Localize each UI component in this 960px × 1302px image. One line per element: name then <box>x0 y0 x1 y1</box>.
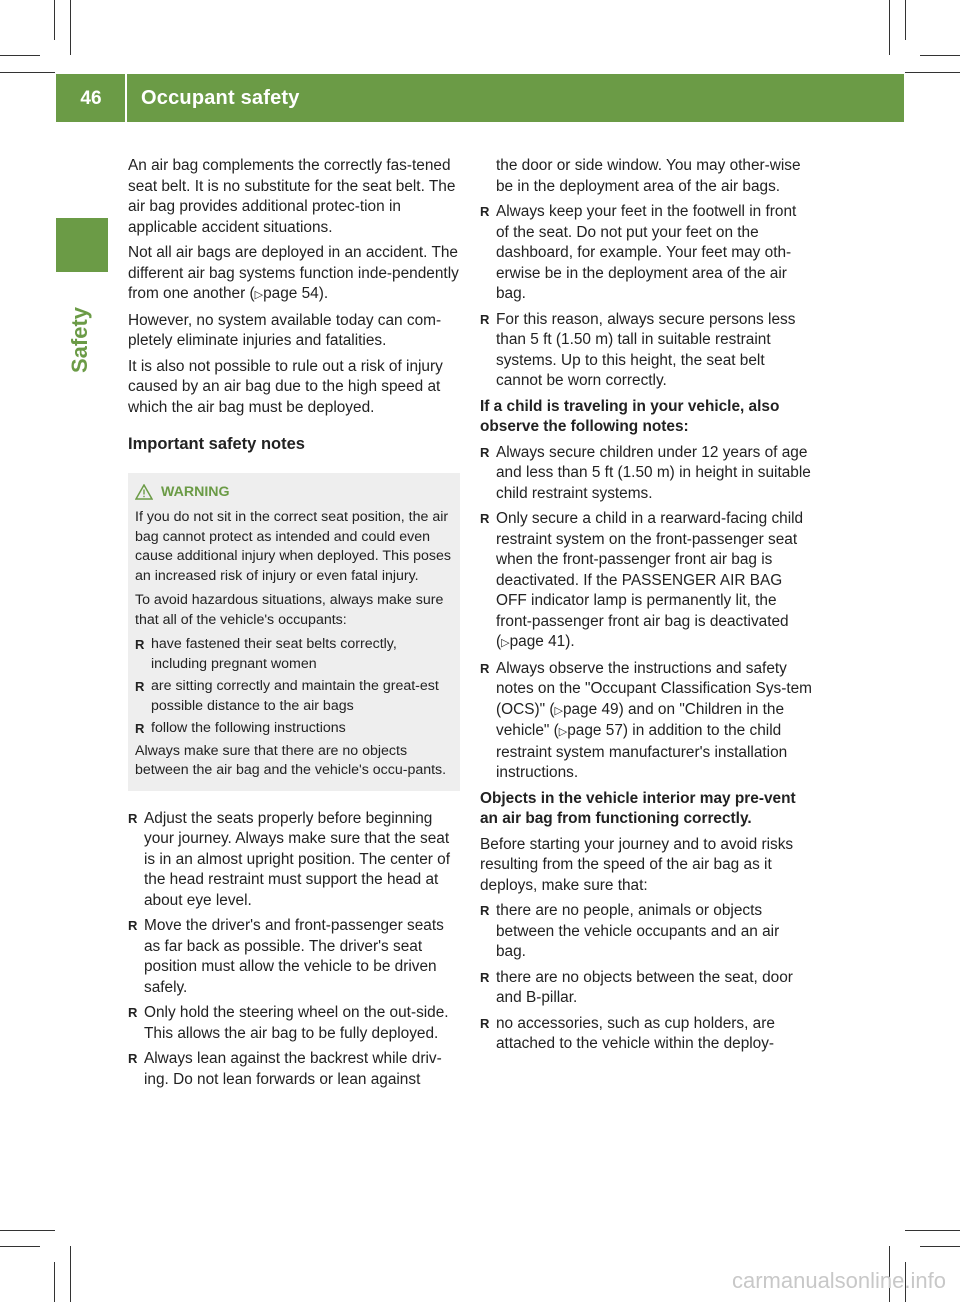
crop-mark <box>0 55 40 56</box>
bullet-icon: R <box>480 903 490 918</box>
list-item: R there are no objects between the seat, door and B-pillar. <box>480 968 793 1006</box>
bullet-icon: R <box>480 660 490 676</box>
list-item: R Always lean against the backrest while driv-ing. Do not lean forwards or lean against <box>128 1050 442 1088</box>
page-ref-arrow-icon: ▷ <box>558 726 568 738</box>
list-item: R have fastened their seat belts correctly, including pregnant women <box>135 636 397 672</box>
bullet-icon: R <box>135 637 145 652</box>
left-column <box>128 156 460 1095</box>
crop-mark <box>920 55 960 56</box>
list-item: R For this reason, always secure persons less than 5 ft (1.50 m) tall in suitable restraint systems. Up to this height, the seat belt cannot be worn correctly. <box>480 310 796 389</box>
paragraph: However, no system available today can com-pletely eliminate injuries and fatalities. <box>128 311 442 349</box>
list-item: R Always keep your feet in the footwell in front of the seat. Do not put your feet on the dashboard, for example. Your feet may oth-erwise be in the deployment area of the air bag. <box>480 203 797 302</box>
warning-text: To avoid hazardous situations, always make sure that all of the vehicle's occupants: <box>135 592 444 628</box>
warning-text: If you do not sit in the correct seat position, the air bag cannot protect as intended and could even cause additional injury when deployed. This poses an increased risk of injury or even fatal injury. <box>135 509 452 584</box>
list-item: R follow the following instructions <box>135 719 452 739</box>
bullet-icon: R <box>135 679 145 694</box>
page-reference-link[interactable]: page 41 <box>509 633 566 650</box>
bullet-icon: R <box>128 918 138 933</box>
crop-mark <box>0 72 55 73</box>
bullet-icon: R <box>480 511 490 526</box>
list-item: R are sitting correctly and maintain the great-est possible distance to the air bags <box>135 678 439 714</box>
crop-mark <box>54 1262 55 1302</box>
crop-mark <box>0 1230 55 1231</box>
bullet-icon: R <box>480 1015 490 1031</box>
paragraph: Not all air bags are deployed in an accident. The different air bag systems function inde-pendently from one another (▷page 54). <box>128 244 459 302</box>
warning-box <box>128 473 460 791</box>
list-item: R there are no people, animals or objects between the vehicle occupants and an air bag. <box>480 902 780 960</box>
bullet-icon: R <box>480 969 490 985</box>
bold-heading: Objects in the vehicle interior may pre-vent an air bag from functioning correctly. <box>480 789 796 827</box>
bullet-icon: R <box>135 721 145 736</box>
warning-triangle-icon <box>135 484 153 500</box>
warning-title: WARNING <box>161 483 230 500</box>
paragraph: Before starting your journey and to avoid risks resulting from the speed of the air bag as it deploys, make sure that: <box>480 835 794 894</box>
crop-mark <box>920 1246 960 1247</box>
right-column <box>480 156 812 1060</box>
crop-mark <box>70 0 71 55</box>
list-item: R Move the driver's and front-passenger seats as far back as possible. The driver's seat position must allow the vehicle to be driven safely. <box>128 917 444 996</box>
subheading: Important safety notes <box>128 435 305 453</box>
page-ref-arrow-icon: ▷ <box>554 704 563 717</box>
crop-mark <box>70 1246 71 1302</box>
list-item: R Only secure a child in a rearward-facing child restraint system on the front-passenger seat when the front-passenger front air bag is deactivated. If the PASSENGER AIR BAG OFF indicator lamp is permanently lit, the front-passenger front air bag is deactivated (▷page 41). <box>480 510 804 650</box>
page-reference-link[interactable]: page 57 <box>567 722 623 739</box>
page-ref-arrow-icon: ▷ <box>501 637 510 649</box>
crop-mark <box>54 0 55 40</box>
warning-text: Always make sure that there are no objects between the air bag and the vehicle's occu-pants. <box>135 742 447 778</box>
page-ref-arrow-icon: ▷ <box>254 289 264 301</box>
crop-mark <box>0 1246 40 1247</box>
page-reference-link[interactable]: page 54 <box>263 285 319 302</box>
page-number: 46 <box>80 88 102 109</box>
list-item: R Adjust the seats properly before beginning your journey. Always make sure that the seat is in an almost upright position. The center of the head restraint must support the head at about eye level. <box>128 809 450 909</box>
bold-heading: If a child is traveling in your vehicle, also observe the following notes: <box>480 397 780 435</box>
bullet-icon: R <box>128 1051 138 1066</box>
section-title: Occupant safety <box>141 87 300 109</box>
list-item: R Always observe the instructions and safety notes on the "Occupant Classification Sys-tem (OCS)" (▷page 49) and on "Children in the vehicle" (▷page 57) in addition to the child restraint system manufacturer's installation instructions. <box>480 659 812 781</box>
list-item: R no accessories, such as cup holders, are attached to the vehicle within the deploy- <box>480 1014 775 1052</box>
bullet-icon: R <box>128 810 138 826</box>
bullet-icon: R <box>480 444 490 460</box>
page-reference-link[interactable]: page 49 <box>562 700 619 718</box>
watermark: carmanualsonline.info <box>731 1268 946 1293</box>
paragraph: the door or side window. You may other-wise be in the deployment area of the air bags. <box>496 157 801 195</box>
crop-mark <box>905 72 960 73</box>
list-item: R Only hold the steering wheel on the out-side. This allows the air bag to be fully deployed. <box>128 1004 449 1042</box>
chapter-label: Safety <box>67 306 92 374</box>
crop-mark <box>905 0 906 40</box>
header-divider <box>125 60 127 122</box>
bullet-icon: R <box>128 1005 138 1020</box>
list-item: R Always secure children under 12 years of age and less than 5 ft (1.50 m) in height in suitable child restraint systems. <box>480 443 811 502</box>
crop-mark <box>889 0 890 55</box>
paragraph: An air bag complements the correctly fas-tened seat belt. It is no substitute for the seat belt. The air bag provides additional protec-tion in applicable accident situations. <box>128 157 456 236</box>
paragraph: It is also not possible to rule out a risk of injury caused by an air bag due to the high speed at which the air bag must be deployed. <box>128 357 443 416</box>
bullet-icon: R <box>480 311 490 327</box>
crop-mark <box>905 1230 960 1231</box>
side-tab <box>56 218 108 272</box>
bullet-icon: R <box>480 204 490 219</box>
